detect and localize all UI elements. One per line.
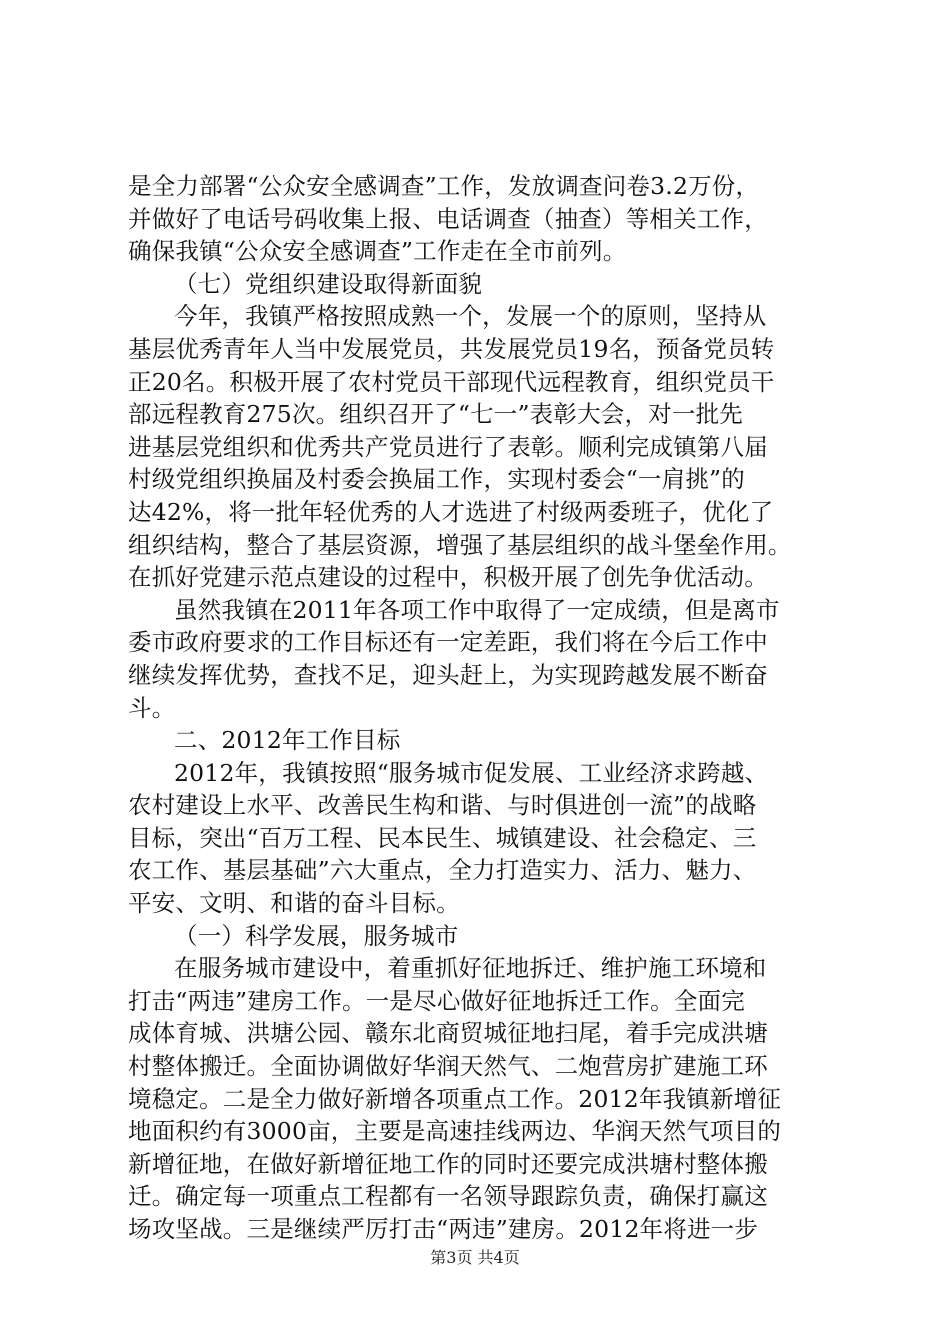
text-line: 并做好了电话号码收集上报、电话调查（抽查）等相关工作， <box>128 204 768 233</box>
page-number-footer: 第3页 共4页 <box>430 1248 520 1267</box>
text-line: 是全力部署“公众安全感调查”工作，发放调查问卷3.2万份， <box>128 172 760 200</box>
text-line: 农工作、基层基础”六大重点，全力打造实力、活力、魅力、 <box>128 856 757 885</box>
section-heading: 二、2012年工作目标 <box>174 726 401 755</box>
text-line: 斗。 <box>128 693 176 722</box>
text-line: 打击“两违”建房工作。一是尽心做好征地拆迁工作。全面完 <box>128 986 745 1015</box>
text-line: 委市政府要求的工作目标还有一定差距，我们将在今后工作中 <box>128 628 768 657</box>
text-line: 村整体搬迁。全面协调做好华润天然气、二炮营房扩建施工环 <box>128 1052 768 1081</box>
text-line: 组织结构，整合了基层资源，增强了基层组织的战斗堡垒作用。 <box>128 530 792 559</box>
document-body <box>128 170 828 1246</box>
text-line: 境稳定。二是全力做好新增各项重点工作。2012年我镇新增征 <box>128 1084 782 1113</box>
text-line: 村级党组织换届及村委会换届工作，实现村委会“一肩挑”的 <box>128 465 745 494</box>
text-line: 正20名。积极开展了农村党员干部现代远程教育，组织党员干 <box>128 367 775 396</box>
text-line: 进基层党组织和优秀共产党员进行了表彰。顺利完成镇第八届 <box>128 432 768 461</box>
text-line: 平安、文明、和谐的奋斗目标。 <box>128 889 460 918</box>
text-line: 迁。确定每一项重点工程都有一名领导跟踪负责，确保打赢这 <box>128 1182 768 1211</box>
section-heading: （一）科学发展，服务城市 <box>174 921 459 950</box>
section-heading: （七）党组织建设取得新面貌 <box>174 269 483 298</box>
text-line: 农村建设上水平、改善民生构和谐、与时俱进创一流”的战略 <box>128 791 757 820</box>
text-line: 地面积约有3000亩，主要是高速挂线两边、华润天然气项目的 <box>128 1117 782 1146</box>
text-line: 场攻坚战。三是继续严厉打击“两违”建房。2012年将进一步 <box>128 1215 759 1243</box>
text-line: 部远程教育275次。组织召开了“七一”表彰大会，对一批先 <box>128 400 743 429</box>
text-line: 确保我镇“公众安全感调查”工作走在全市前列。 <box>128 237 627 266</box>
text-line: 在抓好党建示范点建设的过程中，积极开展了创先争优活动。 <box>128 563 768 592</box>
text-line: 成体育城、洪塘公园、赣东北商贸城征地扫尾，着手完成洪塘 <box>128 1019 768 1048</box>
text-line: 目标，突出“百万工程、民本民生、城镇建设、社会稳定、三 <box>128 823 757 852</box>
text-line: 达42%，将一批年轻优秀的人才选进了村级两委班子，优化了 <box>128 497 774 526</box>
text-line: 基层优秀青年人当中发展党员，共发展党员19名，预备党员转 <box>128 334 775 363</box>
paragraph-start: 2012年，我镇按照“服务城市促发展、工业经济求跨越、 <box>174 758 769 787</box>
paragraph-start: 今年，我镇严格按照成熟一个，发展一个的原则，坚持从 <box>174 302 767 331</box>
paragraph-start: 在服务城市建设中，着重抓好征地拆迁、维护施工环境和 <box>174 954 767 983</box>
paragraph-start: 虽然我镇在2011年各项工作中取得了一定成绩，但是离市 <box>174 595 780 624</box>
text-line: 继续发挥优势，查找不足，迎头赶上，为实现跨越发展不断奋 <box>128 660 768 689</box>
text-line: 新增征地，在做好新增征地工作的同时还要完成洪塘村整体搬 <box>128 1149 768 1178</box>
